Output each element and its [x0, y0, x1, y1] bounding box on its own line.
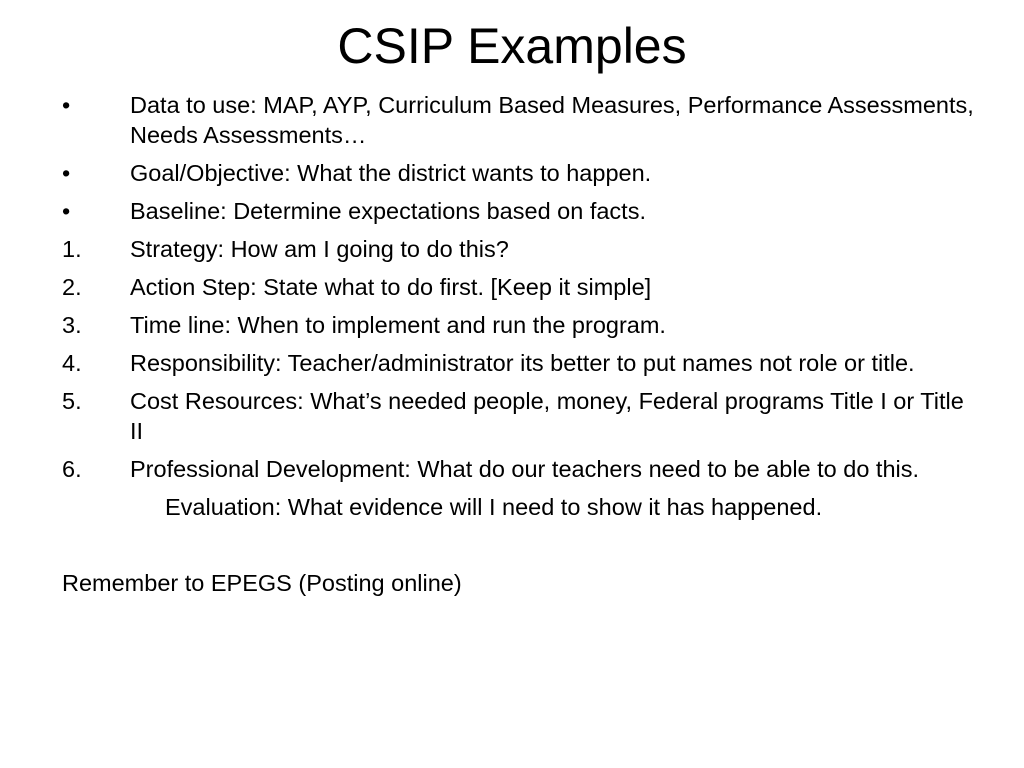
numbered-text: Cost Resources: What’s needed people, money, Federal programs Title I or Title II: [130, 388, 964, 444]
bullet-item: [62, 196, 982, 226]
numbered-text: Time line: When to implement and run the program.: [130, 312, 666, 338]
number-marker: 6.: [62, 456, 82, 482]
bullet-marker: •: [62, 198, 71, 224]
slide-body: [62, 90, 982, 598]
bullet-marker: •: [62, 160, 71, 186]
bullet-text: Data to use: MAP, AYP, Curriculum Based Measures, Performance Assessments, Needs Assessments…: [130, 92, 974, 148]
numbered-text: Responsibility: Teacher/administrator its better to put names not role or title.: [130, 350, 915, 376]
numbered-item: [62, 386, 982, 446]
slide-title: CSIP Examples: [337, 18, 687, 74]
number-marker: 2.: [62, 274, 82, 300]
number-marker: 5.: [62, 388, 82, 414]
numbered-item: [62, 454, 982, 484]
numbered-item: [62, 348, 982, 378]
remember-note: Remember to EPEGS (Posting online): [62, 570, 462, 596]
bullet-text: Goal/Objective: What the district wants to happen.: [130, 160, 652, 186]
number-marker: 4.: [62, 350, 82, 376]
number-marker: 3.: [62, 312, 82, 338]
bullet-item: [62, 90, 982, 150]
number-marker: 1.: [62, 236, 82, 262]
numbered-text: Professional Development: What do our teachers need to be able to do this.: [130, 456, 920, 482]
numbered-item: [62, 234, 982, 264]
evaluation-line: Evaluation: What evidence will I need to show it has happened.: [165, 494, 823, 520]
numbered-item: [62, 272, 982, 302]
numbered-text: Strategy: How am I going to do this?: [130, 236, 509, 262]
bullet-item: [62, 158, 982, 188]
numbered-text: Action Step: State what to do first. [Keep it simple]: [130, 274, 652, 300]
bullet-marker: •: [62, 92, 71, 118]
numbered-item: [62, 310, 982, 340]
bullet-text: Baseline: Determine expectations based on facts.: [130, 198, 646, 224]
